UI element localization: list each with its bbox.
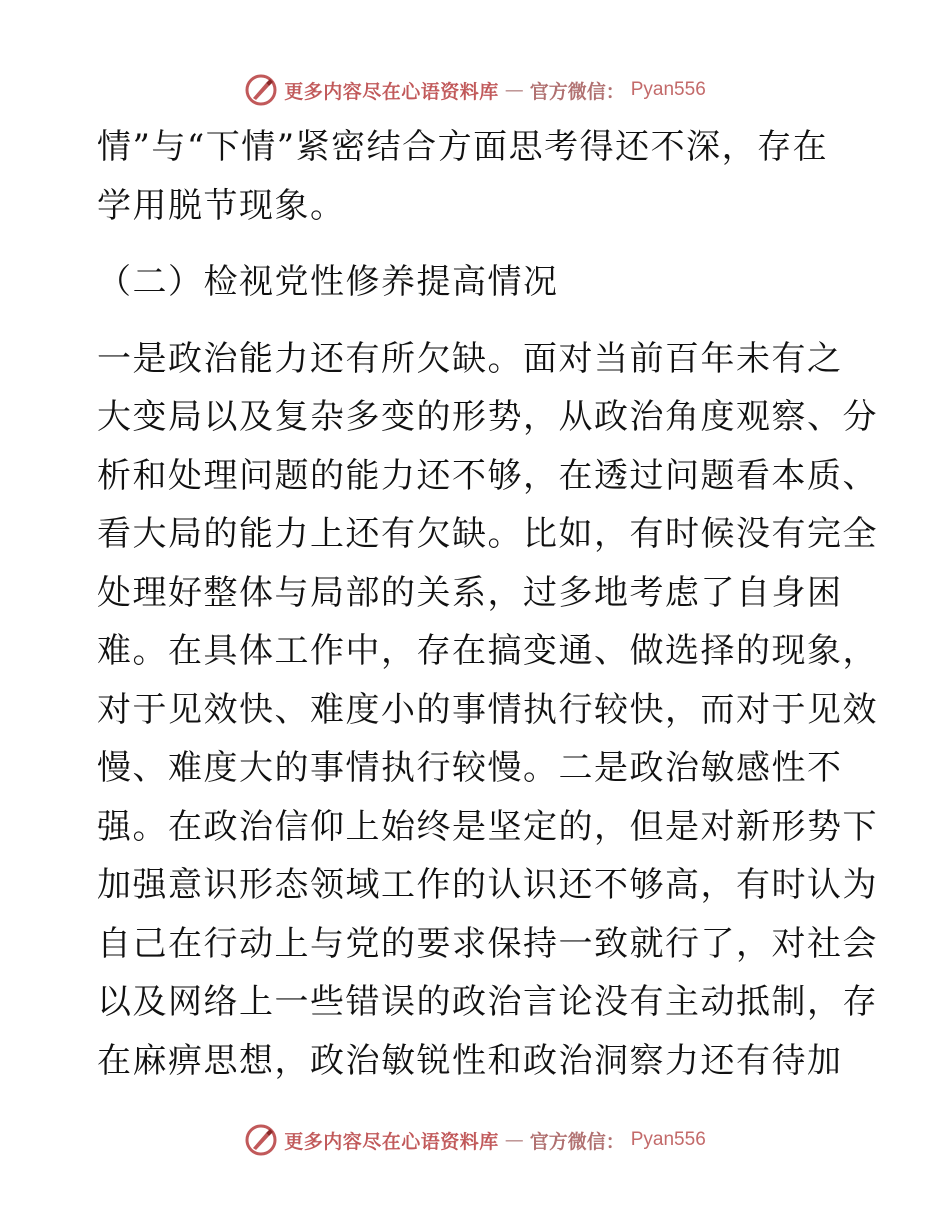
header-watermark (0, 70, 950, 110)
watermark-separator: — (504, 1129, 524, 1151)
text-line: 学用脱节现象。 (97, 185, 346, 226)
text-line: 析和处理问题的能力还不够，在透过问题看本质、 (97, 455, 878, 496)
text-line: 难。在具体工作中，存在搞变通、做选择的现象， (97, 631, 878, 671)
text-line: 在麻痹思想，政治敏锐性和政治洞察力还有待加 (97, 1040, 843, 1081)
watermark-text: 更多内容尽在心语资料库 (284, 80, 499, 103)
watermark-official-label: 官方微信： (529, 1130, 625, 1153)
watermark-wechat-id: Pyan556 (630, 1129, 706, 1150)
text-line: 以及网络上一些错误的政治言论没有主动抵制，存 (97, 982, 878, 1022)
text-line: 加强意识形态领域工作的认识还不够高，有时认为 (97, 865, 878, 905)
section-heading: （二）检视党性修养提高情况 (97, 262, 559, 302)
pen-logo-icon (244, 73, 278, 107)
text-line: 慢、难度大的事情执行较慢。二是政治敏感性不 (97, 748, 843, 788)
text-line: 大变局以及复杂多变的形势，从政治角度观察、分 (97, 397, 878, 437)
text-line: 对于见效快、难度小的事情执行较快，而对于见效 (97, 689, 878, 730)
text-line: 情”与“下情”紧密结合方面思考得还不深，存在 (97, 127, 829, 167)
document-body (97, 118, 878, 1090)
footer-watermark (0, 1120, 950, 1160)
text-line: 一是政治能力还有所欠缺。面对当前百年未有之 (97, 338, 843, 379)
text-line: 处理好整体与局部的关系，过多地考虑了自身困 (97, 572, 843, 613)
watermark-official-label: 官方微信： (529, 80, 625, 103)
text-line: 自己在行动上与党的要求保持一致就行了，对社会 (97, 923, 878, 964)
text-line: 强。在政治信仰上始终是坚定的，但是对新形势下 (97, 806, 878, 847)
text-line: 看大局的能力上还有欠缺。比如，有时候没有完全 (97, 514, 878, 554)
watermark-wechat-id: Pyan556 (630, 79, 706, 100)
watermark-text: 更多内容尽在心语资料库 (284, 1130, 499, 1153)
watermark-separator: — (504, 79, 524, 101)
pen-logo-icon (244, 1123, 278, 1157)
